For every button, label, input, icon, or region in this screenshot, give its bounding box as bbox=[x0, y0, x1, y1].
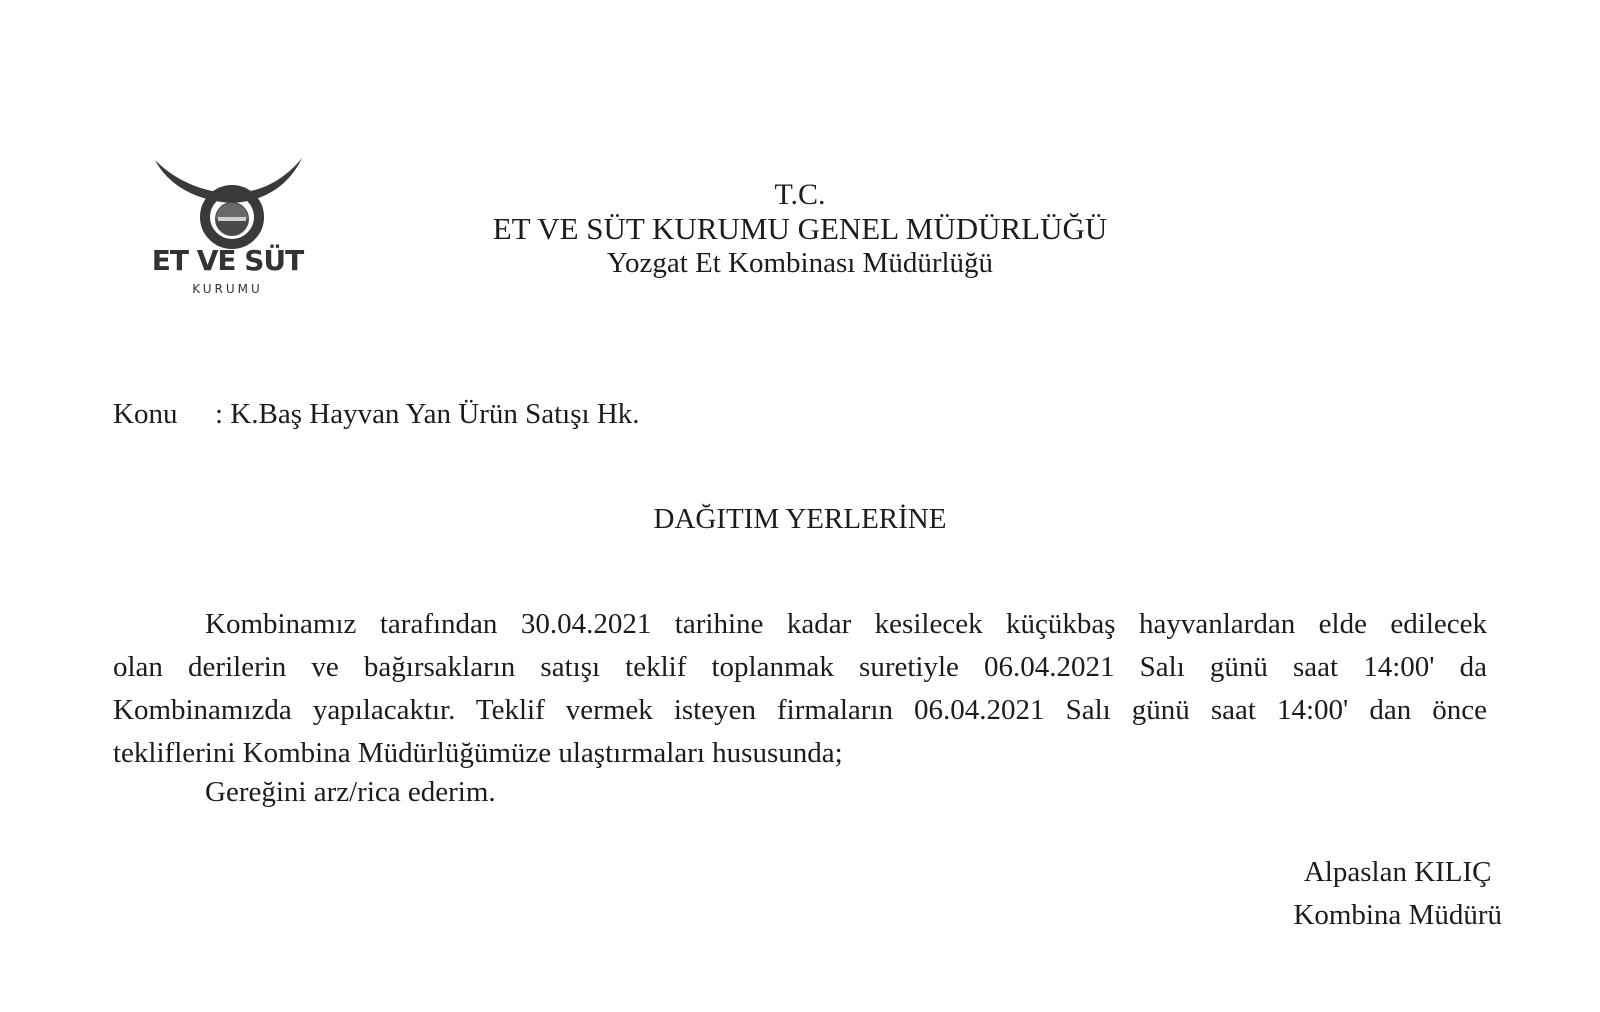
letterhead-unit: Yozgat Et Kombinası Müdürlüğü bbox=[606, 247, 994, 279]
bull-horns-icon bbox=[140, 155, 315, 255]
letter-body bbox=[113, 603, 1487, 775]
signature-block bbox=[1293, 851, 1502, 937]
distribution-heading: DAĞITIM YERLERİNE bbox=[653, 503, 947, 535]
letterhead bbox=[440, 178, 1160, 280]
subject-value: : K.Baş Hayvan Yan Ürün Satışı Hk. bbox=[215, 398, 640, 430]
body-line: tekliflerini Kombina Müdürlüğümüze ulaştırmaları hususunda; bbox=[113, 737, 843, 769]
body-line: olan derilerin ve bağırsakların satışı teklif toplanmak suretiyle 06.04.2021 Salı günü saat 14:00' da bbox=[113, 651, 1487, 683]
subject-line bbox=[113, 398, 640, 431]
signatory-name: Alpaslan KILIÇ bbox=[1303, 856, 1492, 888]
body-line: Kombinamızda yapılacaktır. Teklif vermek isteyen firmaların 06.04.2021 Salı günü saat 14:00' dan önce bbox=[113, 694, 1487, 726]
signatory-title: Kombina Müdürü bbox=[1293, 899, 1502, 931]
logo-brand-text: ET VE SÜT bbox=[151, 244, 304, 277]
letterhead-organization: ET VE SÜT KURUMU GENEL MÜDÜRLÜĞÜ bbox=[492, 211, 1108, 246]
organization-logo bbox=[140, 155, 315, 305]
subject-label: Konu bbox=[113, 398, 178, 430]
logo-sub-text: KURUMU bbox=[192, 282, 263, 296]
letterhead-state: T.C. bbox=[774, 178, 826, 211]
closing-line: Gereğini arz/rica ederim. bbox=[205, 776, 496, 808]
body-line: Kombinamız tarafından 30.04.2021 tarihine kadar kesilecek küçükbaş hayvanlardan elde edilecek bbox=[205, 608, 1487, 640]
